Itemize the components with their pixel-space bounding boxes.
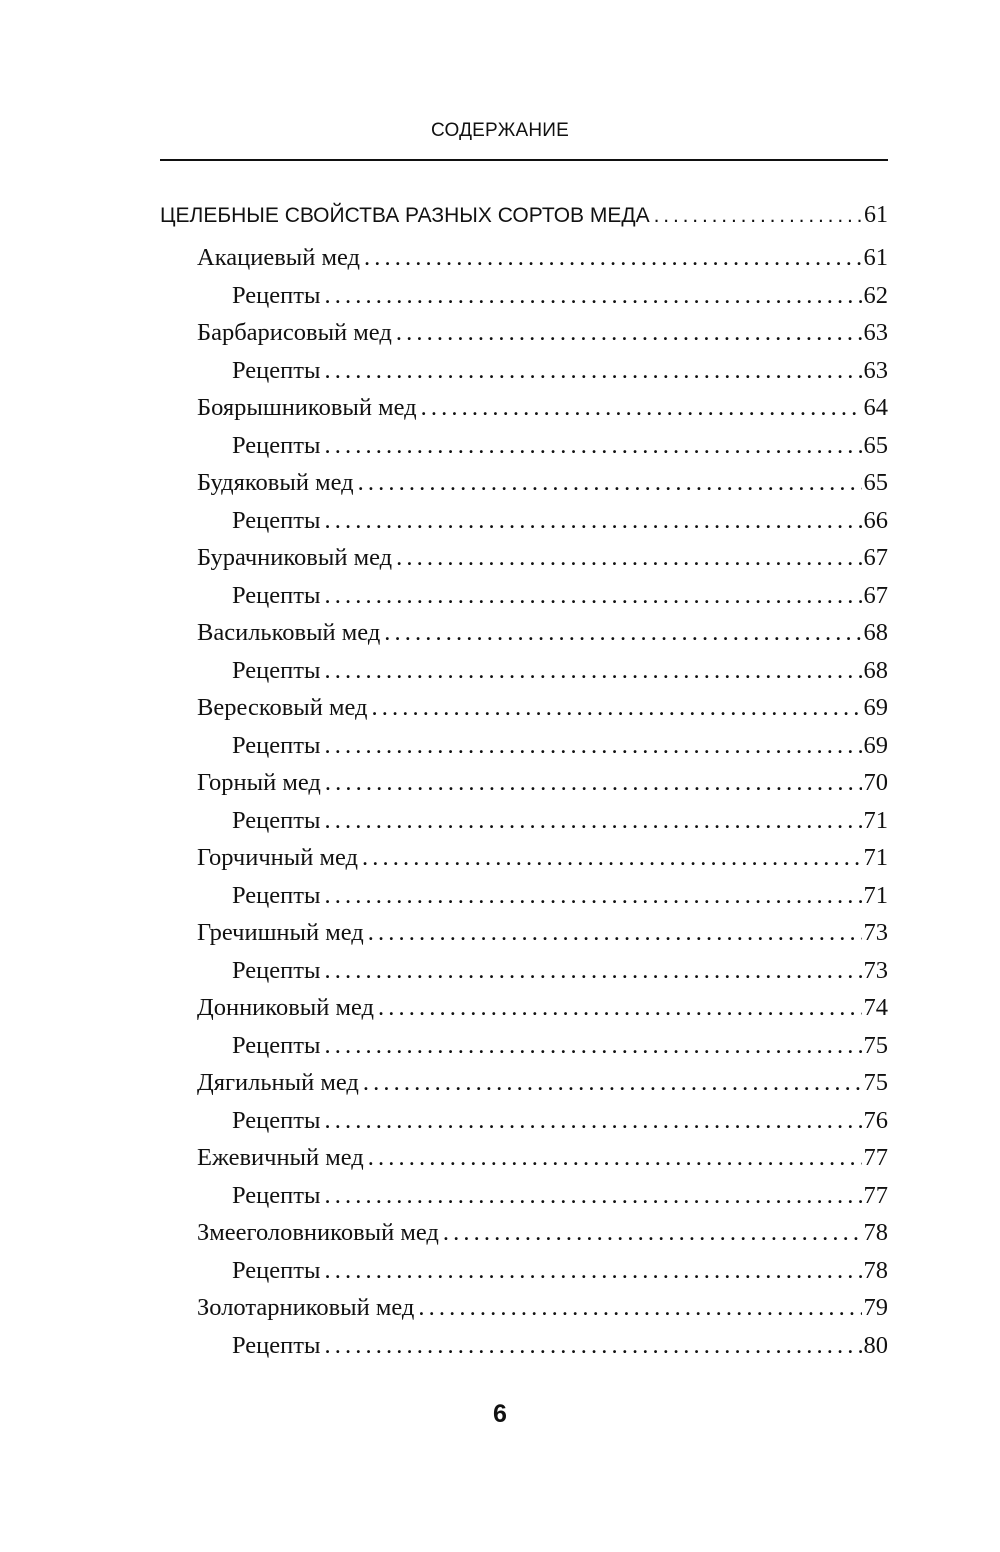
toc-entry xyxy=(160,464,888,502)
toc-entry-page: 61 xyxy=(864,202,888,228)
toc-entry xyxy=(160,1139,888,1177)
toc-entry-title: Рецепты xyxy=(232,1331,321,1359)
toc-entry xyxy=(160,914,888,952)
toc-entry-page: 78 xyxy=(863,1219,888,1246)
dot-leader xyxy=(320,427,861,465)
toc-entry xyxy=(160,614,888,652)
toc-entry-title: Донниковый мед xyxy=(197,994,374,1021)
dot-leader xyxy=(320,727,861,765)
dot-leader xyxy=(320,1027,861,1065)
toc-subentry xyxy=(160,277,888,315)
toc-subentry xyxy=(160,952,888,990)
dot-leader xyxy=(320,277,861,315)
dot-leader xyxy=(320,1102,861,1140)
toc-entry-title: Барбарисовый мед xyxy=(197,319,392,346)
dot-leader xyxy=(368,689,862,727)
dot-leader xyxy=(392,314,862,352)
toc-entry-title: Золотарниковый мед xyxy=(197,1294,415,1321)
toc-subentry xyxy=(160,1177,888,1215)
dot-leader xyxy=(320,877,861,915)
dot-leader xyxy=(320,652,861,690)
toc-entry-page: 63 xyxy=(863,356,888,384)
toc-entry-page: 63 xyxy=(863,319,888,346)
dot-leader xyxy=(320,352,861,390)
toc-entry-title: Горный мед xyxy=(197,769,321,796)
toc-entry xyxy=(160,314,888,352)
dot-leader xyxy=(380,614,861,652)
toc-entry-page: 69 xyxy=(863,731,888,759)
toc-entry-page: 80 xyxy=(863,1331,888,1359)
toc-entry-title: Рецепты xyxy=(232,581,321,609)
dot-leader xyxy=(320,952,861,990)
toc-entry xyxy=(160,1289,888,1327)
toc-entry-title: ЦЕЛЕБНЫЕ СВОЙСТВА РАЗНЫХ СОРТОВ МЕДА xyxy=(160,204,650,227)
toc-entry-title: Васильковый мед xyxy=(197,619,381,646)
dot-leader xyxy=(320,802,861,840)
dot-leader xyxy=(320,1177,861,1215)
toc-entry-page: 75 xyxy=(863,1069,888,1096)
toc-subentry xyxy=(160,1102,888,1140)
dot-leader xyxy=(374,989,862,1027)
dot-leader xyxy=(354,464,862,502)
toc-entry-page: 71 xyxy=(863,844,888,871)
toc-entry-page: 71 xyxy=(863,881,888,909)
dot-leader xyxy=(650,194,862,237)
toc-section-heading xyxy=(160,193,888,237)
toc-entry-title: Горчичный мед xyxy=(197,844,358,871)
toc-entry-page: 67 xyxy=(863,544,888,571)
header-rule xyxy=(160,159,888,161)
toc-entry-title: Акациевый мед xyxy=(197,244,360,271)
toc-entry-page: 73 xyxy=(863,919,888,946)
toc-entry-page: 73 xyxy=(863,956,888,984)
toc-subentry xyxy=(160,802,888,840)
dot-leader xyxy=(360,239,862,277)
toc-subentry xyxy=(160,352,888,390)
toc-entry-page: 79 xyxy=(863,1294,888,1321)
toc-entry xyxy=(160,689,888,727)
toc-subentry xyxy=(160,1027,888,1065)
toc-entry-title: Рецепты xyxy=(232,1106,321,1134)
toc-entry-title: Боярышниковый мед xyxy=(197,394,417,421)
dot-leader xyxy=(320,1327,861,1365)
dot-leader xyxy=(320,577,861,615)
toc-entry-page: 75 xyxy=(863,1031,888,1059)
toc-entry-page: 65 xyxy=(863,431,888,459)
toc-entry-title: Гречишный мед xyxy=(197,919,364,946)
dot-leader xyxy=(358,839,862,877)
toc-entry-title: Рецепты xyxy=(232,356,321,384)
toc-entry-page: 67 xyxy=(863,581,888,609)
toc-entry-page: 78 xyxy=(863,1256,888,1284)
toc-entry-page: 68 xyxy=(863,656,888,684)
toc-entry-page: 65 xyxy=(863,469,888,496)
toc-subentry xyxy=(160,577,888,615)
toc-entry-title: Рецепты xyxy=(232,1181,321,1209)
toc-entry-title: Бурачниковый мед xyxy=(197,544,393,571)
toc-entry-page: 77 xyxy=(863,1144,888,1171)
toc-entry-page: 61 xyxy=(863,244,888,271)
toc-entry-title: Рецепты xyxy=(232,1256,321,1284)
toc-entry xyxy=(160,1064,888,1102)
toc-entry-page: 77 xyxy=(863,1181,888,1209)
toc-subentry xyxy=(160,652,888,690)
dot-leader xyxy=(417,389,862,427)
toc-entry-title: Рецепты xyxy=(232,506,321,534)
toc-entry-title: Рецепты xyxy=(232,731,321,759)
dot-leader xyxy=(364,1139,862,1177)
dot-leader xyxy=(392,539,861,577)
toc-entry-title: Рецепты xyxy=(232,431,321,459)
toc-entry xyxy=(160,764,888,802)
toc-entry-page: 74 xyxy=(863,994,888,1021)
toc-entry-title: Рецепты xyxy=(232,806,321,834)
toc-entry-title: Змееголовниковый мед xyxy=(197,1219,439,1246)
toc-entry-page: 71 xyxy=(863,806,888,834)
toc-entry xyxy=(160,239,888,277)
toc-subentry xyxy=(160,727,888,765)
dot-leader xyxy=(439,1214,862,1252)
dot-leader xyxy=(321,764,862,802)
toc-subentry xyxy=(160,877,888,915)
toc-entry-title: Будяковый мед xyxy=(197,469,354,496)
toc-subentry xyxy=(160,1327,888,1365)
table-of-contents xyxy=(160,193,888,1364)
toc-entry-title: Ежевичный мед xyxy=(197,1144,364,1171)
toc-entry xyxy=(160,989,888,1027)
toc-entry xyxy=(160,389,888,427)
toc-entry-title: Рецепты xyxy=(232,881,321,909)
toc-entry-page: 70 xyxy=(863,769,888,796)
toc-subentry xyxy=(160,1252,888,1290)
toc-entry-page: 69 xyxy=(863,694,888,721)
toc-entry-page: 64 xyxy=(863,394,888,421)
toc-subentry xyxy=(160,502,888,540)
toc-entry-page: 76 xyxy=(863,1106,888,1134)
toc-subentry xyxy=(160,427,888,465)
toc-entry-title: Рецепты xyxy=(232,956,321,984)
toc-entry-page: 66 xyxy=(863,506,888,534)
toc-entry-title: Рецепты xyxy=(232,656,321,684)
dot-leader xyxy=(414,1289,861,1327)
running-head: СОДЕРЖАНИЕ xyxy=(431,120,569,141)
toc-entry xyxy=(160,539,888,577)
toc-entry-title: Рецепты xyxy=(232,1031,321,1059)
page-number: 6 xyxy=(493,1400,507,1428)
toc-entry-page: 62 xyxy=(863,281,888,309)
toc-entry xyxy=(160,839,888,877)
dot-leader xyxy=(359,1064,862,1102)
dot-leader xyxy=(320,502,861,540)
toc-entry-page: 68 xyxy=(863,619,888,646)
toc-entry-title: Дягильный мед xyxy=(197,1069,359,1096)
dot-leader xyxy=(320,1252,861,1290)
toc-entry-title: Рецепты xyxy=(232,281,321,309)
toc-entry xyxy=(160,1214,888,1252)
toc-entry-title: Вересковый мед xyxy=(197,694,368,721)
dot-leader xyxy=(364,914,862,952)
